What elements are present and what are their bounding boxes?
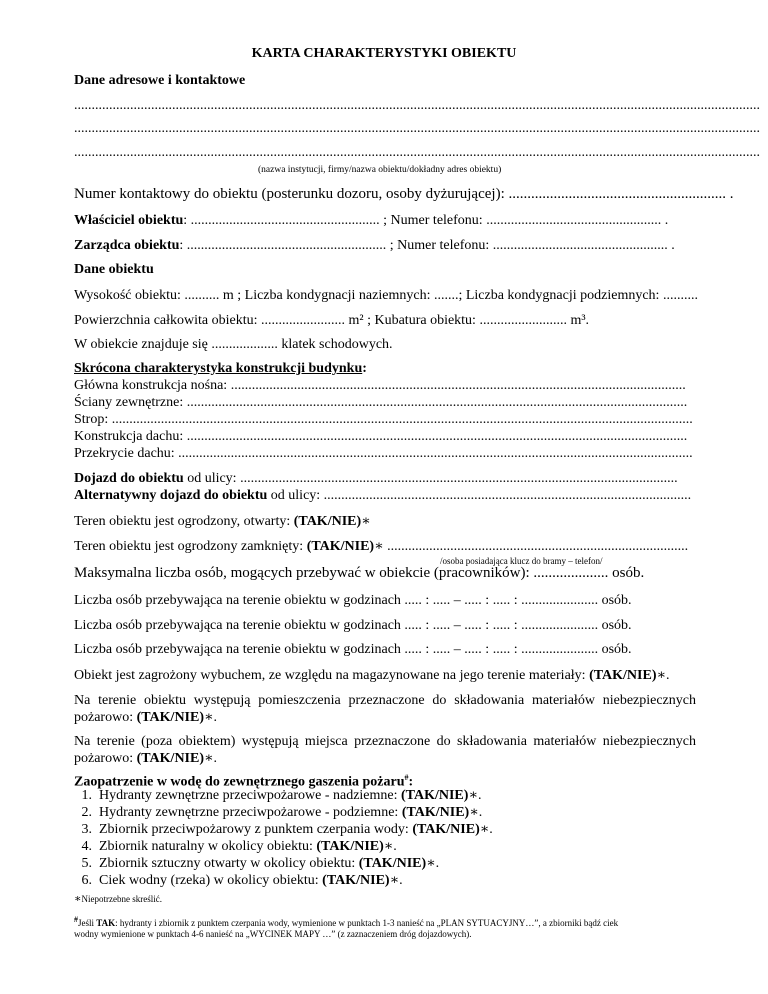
max-persons-line[interactable]: Maksymalna liczba osób, mogących przebywać w obiekcie (pracowników): .................... osób. xyxy=(74,565,645,581)
footnote-hash: #Jeśli TAK: hydranty i zbiornik z punktem czerpania wody, wymienione w punktach 1-3 nanieść na „PLAN SYTUACYJNY…”, a zbiorniki bądź ciek xyxy=(74,915,619,928)
key-holder-caption: /osoba posiadająca klucz do bramy – telefon/ xyxy=(440,556,603,566)
construction-item[interactable]: Strop: ...................................................................................................................................................................... xyxy=(74,412,693,427)
footnote-hash-continued: wodny wymienione w punktach 4-6 nanieść na „WYCINEK MAPY …” (z zaznaczeniem dróg dojazdowych). xyxy=(74,929,472,939)
construction-heading: Skrócona charakterystyka konstrukcji budynku: xyxy=(74,361,367,376)
water-item[interactable]: 5. Zbiornik sztuczny otwarty w okolicy obiektu: (TAK/NIE)∗. xyxy=(81,856,440,871)
alt-access-line[interactable]: Alternatywny dojazd do obiektu od ulicy: ......................................................................................................... xyxy=(74,488,692,503)
height-floors-line[interactable]: Wysokość obiektu: .......... m ; Liczba kondygnacji naziemnych: .......; Liczba kondygnacji podziemnych: .......... xyxy=(74,288,698,303)
hazard-outside-paragraph[interactable]: Na terenie (poza obiektem) występują miejsca przeznaczone do składowania materiałów niebezpiecznych pożarowo: (TAK/NIE)∗. xyxy=(74,734,696,766)
explosion-risk-line[interactable]: Obiekt jest zagrożony wybuchem, ze względu na magazynowane na jego terenie materiały: (TAK/NIE)∗. xyxy=(74,668,670,683)
construction-item[interactable]: Konstrukcja dachu: ............................................................................................................................................... xyxy=(74,429,688,444)
document-title: KARTA CHARAKTERYSTYKI OBIEKTU xyxy=(251,46,517,61)
address-line-3[interactable]: .................................................................................................................................................................................................... xyxy=(74,145,760,160)
water-item[interactable]: 1. Hydranty zewnętrzne przeciwpożarowe - nadziemne: (TAK/NIE)∗. xyxy=(81,788,482,803)
hazard-rooms-paragraph[interactable]: Na terenie obiektu występują pomieszczenia przeznaczone do składowania materiałów niebezpiecznych pożarowo: (TAK/NIE)∗. xyxy=(74,693,696,725)
staircases-line[interactable]: W obiekcie znajduje się ................... klatek schodowych. xyxy=(74,337,393,352)
manager-line[interactable]: Zarządca obiektu: ......................................................... ; Numer telefonu: .................................................. . xyxy=(74,238,675,253)
construction-item[interactable]: Główna konstrukcja nośna: .................................................................................................................................. xyxy=(74,378,686,393)
access-line[interactable]: Dojazd do obiektu od ulicy: ............................................................................................................................. xyxy=(74,471,678,486)
water-item[interactable]: 2. Hydranty zewnętrzne przeciwpożarowe - podziemne: (TAK/NIE)∗. xyxy=(81,805,483,820)
owner-line[interactable]: Właściciel obiektu: ...................................................... ; Numer telefonu: .................................................. . xyxy=(74,213,669,228)
persons-hours-line[interactable]: Liczba osób przebywająca na terenie obiektu w godzinach ..... : ..... – ..... : ..... : ...................... osób. xyxy=(74,593,632,608)
water-item[interactable]: 3. Zbiornik przeciwpożarowy z punktem czerpania wody: (TAK/NIE)∗. xyxy=(81,822,493,837)
address-caption: (nazwa instytucji, firmy/nazwa obiektu/dokładny adres obiektu) xyxy=(258,165,502,175)
address-line-1[interactable]: .................................................................................................................................................................................................... xyxy=(74,98,760,113)
contact-number-line[interactable]: Numer kontaktowy do obiektu (posterunku dozoru, osoby dyżurującej): .......................................................... . xyxy=(74,186,734,202)
fence-open-line[interactable]: Teren obiektu jest ogrodzony, otwarty: (TAK/NIE)∗ xyxy=(74,514,371,529)
water-item[interactable]: 4. Zbiornik naturalny w okolicy obiektu: (TAK/NIE)∗. xyxy=(81,839,397,854)
construction-item[interactable]: Przekrycie dachu: ................................................................................................................................................... xyxy=(74,446,693,461)
section-object-heading: Dane obiektu xyxy=(74,262,154,277)
section-address-heading: Dane adresowe i kontaktowe xyxy=(74,73,246,88)
persons-hours-line[interactable]: Liczba osób przebywająca na terenie obiektu w godzinach ..... : ..... – ..... : ..... : ...................... osób. xyxy=(74,642,632,657)
water-item[interactable]: 6. Ciek wodny (rzeka) w okolicy obiektu: (TAK/NIE)∗. xyxy=(81,873,403,888)
construction-item[interactable]: Ściany zewnętrzne: ............................................................................................................................................... xyxy=(74,395,688,410)
footnote-star: ∗Niepotrzebne skreślić. xyxy=(74,893,162,905)
address-line-2[interactable]: .................................................................................................................................................................................................... xyxy=(74,121,760,136)
fence-closed-line[interactable]: Teren obiektu jest ogrodzony zamknięty: (TAK/NIE)∗ ...................................................................................... xyxy=(74,539,689,554)
area-volume-line[interactable]: Powierzchnia całkowita obiektu: ........................ m² ; Kubatura obiektu: ......................... m³. xyxy=(74,313,590,328)
water-supply-heading: Zaopatrzenie w wodę do zewnętrznego gaszenia pożaru#: xyxy=(74,773,414,790)
persons-hours-line[interactable]: Liczba osób przebywająca na terenie obiektu w godzinach ..... : ..... – ..... : ..... : ...................... osób. xyxy=(74,618,632,633)
